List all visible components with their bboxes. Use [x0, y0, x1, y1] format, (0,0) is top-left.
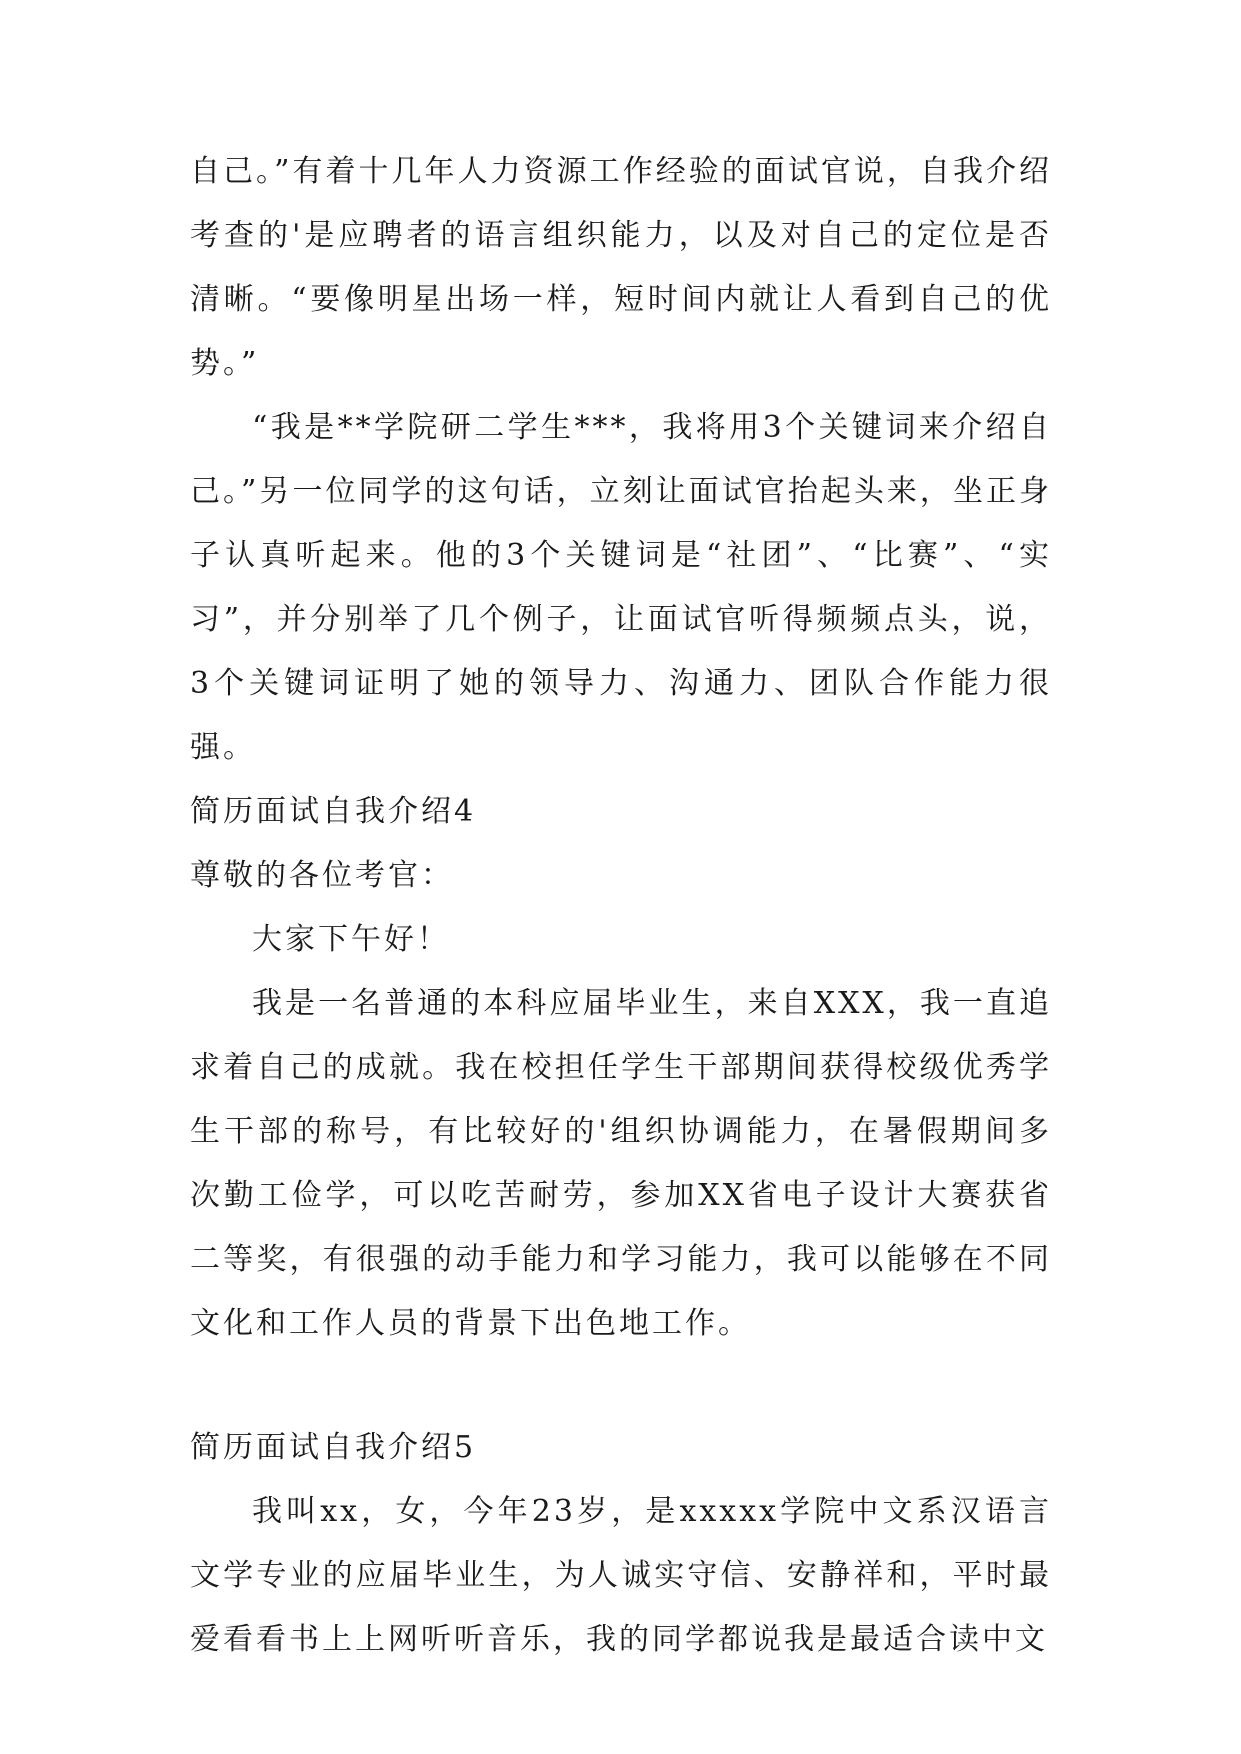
section-4-greeting: 大家下午好！ — [252, 922, 450, 957]
section-gap — [190, 1356, 1052, 1416]
section-4-body: 我是一名普通的本科应届毕业生，来自XXX，我一直追求着自己的成就。我在校担任学生干部期间获得校级优秀学生干部的称号，有比较好的'组织协调能力，在暑假期间多次勤工俭学，可以吃苦耐劳，参加XX省电子设计大赛获省二等奖，有很强的动手能力和学习能力，我可以能够在不同文化和工作人员的背景下出色地工作。 — [190, 986, 1052, 1341]
section-5-title: 简历面试自我介绍5 — [190, 1430, 477, 1465]
paragraph-continuation-1: 自己。”有着十几年人力资源工作经验的面试官说，自我介绍考查的'是应聘者的语言组织能力，以及对自己的定位是否清晰。“要像明星出场一样，短时间内就让人看到自己的优势。” — [190, 154, 1052, 381]
document-page — [190, 140, 1052, 1672]
section-5-body: 我叫xx，女，今年23岁，是xxxxx学院中文系汉语言文学专业的应届毕业生，为人诚实守信、安静祥和，平时最爱看看书上上网听听音乐，我的同学都说我是最适合读中文 — [190, 1494, 1052, 1657]
section-4-title: 简历面试自我介绍4 — [190, 794, 477, 829]
paragraph-continuation-2: “我是**学院研二学生***，我将用3个关键词来介绍自己。”另一位同学的这句话，立刻让面试官抬起头来，坐正身子认真听起来。他的3个关键词是“社团”、“比赛”、“实习”，并分别举了几个例子，让面试官听得频频点头，说，3个关键词证明了她的领导力、沟通力、团队合作能力很强。 — [190, 410, 1052, 765]
section-4-salutation: 尊敬的各位考官： — [190, 858, 454, 893]
